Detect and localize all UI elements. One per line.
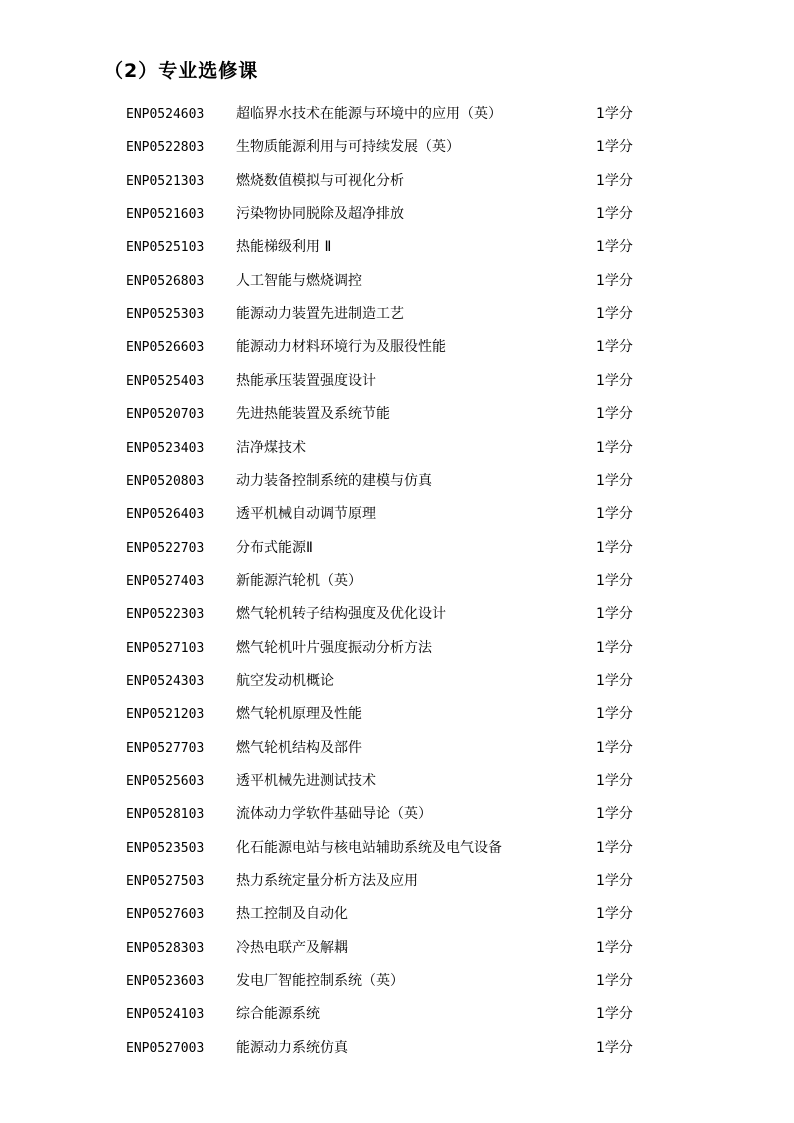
course-credit: 1学分 [596, 106, 633, 122]
course-code: ENP0520803 [126, 473, 205, 489]
course-name: 综合能源系统 [236, 1006, 320, 1023]
course-code: ENP0521603 [126, 207, 205, 223]
course-row [0, 832, 794, 865]
course-credit: 1学分 [596, 306, 633, 323]
course-row [0, 665, 794, 698]
course-credit: 1学分 [596, 806, 633, 823]
course-name: 超临界水技术在能源与环境中的应用（英） [236, 106, 502, 122]
course-code: ENP0527603 [126, 907, 205, 923]
course-credit: 1学分 [596, 572, 633, 589]
course-code: ENP0527003 [126, 1040, 205, 1056]
course-row [0, 765, 794, 798]
course-credit: 1学分 [596, 539, 633, 556]
course-row [0, 298, 794, 331]
course-code: ENP0523403 [126, 440, 205, 456]
course-name: 透平机械自动调节原理 [236, 506, 376, 523]
course-row [0, 932, 794, 965]
course-credit: 1学分 [596, 672, 633, 689]
course-credit: 1学分 [596, 606, 633, 623]
course-name: 能源动力装置先进制造工艺 [236, 306, 404, 323]
course-name: 能源动力材料环境行为及服役性能 [236, 339, 446, 356]
course-code: ENP0521303 [126, 173, 205, 189]
course-row [0, 98, 794, 131]
course-row [0, 898, 794, 931]
course-name: 航空发动机概论 [236, 672, 334, 689]
course-credit: 1学分 [596, 206, 633, 223]
course-credit: 1学分 [596, 706, 633, 723]
course-code: ENP0522303 [126, 607, 205, 623]
course-row [0, 965, 794, 998]
course-row [0, 798, 794, 831]
course-code: ENP0525303 [126, 307, 205, 323]
course-code: ENP0525103 [126, 240, 205, 256]
course-name: 人工智能与燃烧调控 [236, 272, 362, 289]
course-name: 化石能源电站与核电站辅助系统及电气设备 [236, 839, 502, 856]
course-code: ENP0526603 [126, 340, 205, 356]
course-row [0, 198, 794, 231]
course-name: 冷热电联产及解耦 [236, 939, 348, 956]
course-name: 能源动力系统仿真 [236, 1039, 348, 1056]
course-name: 发电厂智能控制系统（英） [236, 973, 404, 990]
course-name: 动力装备控制系统的建模与仿真 [236, 472, 432, 489]
course-credit: 1学分 [596, 873, 633, 890]
course-code: ENP0524103 [126, 1007, 205, 1023]
course-code: ENP0525603 [126, 774, 205, 789]
course-name: 污染物协同脱除及超净排放 [236, 206, 404, 223]
course-row [0, 532, 794, 565]
course-code: ENP0522703 [126, 540, 205, 556]
course-credit: 1学分 [596, 272, 633, 289]
course-name: 热工控制及自动化 [236, 906, 348, 923]
course-credit: 1学分 [596, 973, 633, 990]
course-code: ENP0523503 [126, 840, 205, 856]
course-credit: 1学分 [596, 773, 633, 789]
course-code: ENP0526803 [126, 273, 205, 289]
course-credit: 1学分 [596, 506, 633, 523]
course-code: ENP0522803 [126, 140, 205, 156]
course-row [0, 1032, 794, 1065]
course-row [0, 998, 794, 1031]
course-row [0, 231, 794, 264]
course-credit: 1学分 [596, 472, 633, 489]
course-credit: 1学分 [596, 439, 633, 456]
course-credit: 1学分 [596, 239, 633, 256]
course-name: 燃气轮机叶片强度振动分析方法 [236, 639, 432, 656]
course-credit: 1学分 [596, 839, 633, 856]
course-row [0, 732, 794, 765]
course-credit: 1学分 [596, 906, 633, 923]
course-row [0, 698, 794, 731]
course-credit: 1学分 [596, 639, 633, 656]
section-title: （2）专业选修课 [104, 60, 259, 82]
course-code: ENP0521203 [126, 707, 205, 723]
course-name: 洁净煤技术 [236, 439, 306, 456]
course-name: 分布式能源Ⅱ [236, 539, 313, 556]
course-row [0, 632, 794, 665]
course-credit: 1学分 [596, 1039, 633, 1056]
course-name: 流体动力学软件基础导论（英） [236, 806, 432, 823]
course-name: 热能承压装置强度设计 [236, 372, 376, 389]
course-name: 燃气轮机结构及部件 [236, 739, 362, 756]
course-name: 先进热能装置及系统节能 [236, 406, 390, 423]
course-code: ENP0520703 [126, 407, 205, 423]
course-name: 新能源汽轮机（英） [236, 572, 362, 589]
course-code: ENP0527703 [126, 740, 205, 756]
course-row [0, 165, 794, 198]
course-code: ENP0524303 [126, 673, 205, 689]
course-credit: 1学分 [596, 139, 633, 156]
course-row [0, 331, 794, 364]
course-name: 透平机械先进测试技术 [236, 773, 376, 789]
course-row [0, 432, 794, 465]
course-credit: 1学分 [596, 372, 633, 389]
course-row [0, 365, 794, 398]
course-name: 燃气轮机原理及性能 [236, 706, 362, 723]
course-code: ENP0528103 [126, 807, 205, 823]
course-row [0, 465, 794, 498]
course-credit: 1学分 [596, 939, 633, 956]
course-credit: 1学分 [596, 1006, 633, 1023]
course-credit: 1学分 [596, 172, 633, 189]
course-code: ENP0527103 [126, 640, 205, 656]
course-credit: 1学分 [596, 339, 633, 356]
course-row [0, 265, 794, 298]
course-code: ENP0525403 [126, 373, 205, 389]
course-code: ENP0524603 [126, 107, 205, 122]
course-name: 热能梯级利用 Ⅱ [236, 239, 332, 256]
course-name: 生物质能源利用与可持续发展（英） [236, 139, 460, 156]
course-code: ENP0528303 [126, 940, 205, 956]
course-name: 燃气轮机转子结构强度及优化设计 [236, 606, 446, 623]
course-name: 燃烧数值模拟与可视化分析 [236, 172, 404, 189]
course-row [0, 498, 794, 531]
course-credit: 1学分 [596, 406, 633, 423]
course-row [0, 865, 794, 898]
course-row [0, 565, 794, 598]
course-row [0, 598, 794, 631]
course-code: ENP0527503 [126, 874, 205, 890]
course-row [0, 398, 794, 431]
course-code: ENP0523603 [126, 974, 205, 990]
course-credit: 1学分 [596, 739, 633, 756]
course-code: ENP0526403 [126, 507, 205, 523]
course-code: ENP0527403 [126, 573, 205, 589]
course-name: 热力系统定量分析方法及应用 [236, 873, 418, 890]
course-row [0, 131, 794, 164]
